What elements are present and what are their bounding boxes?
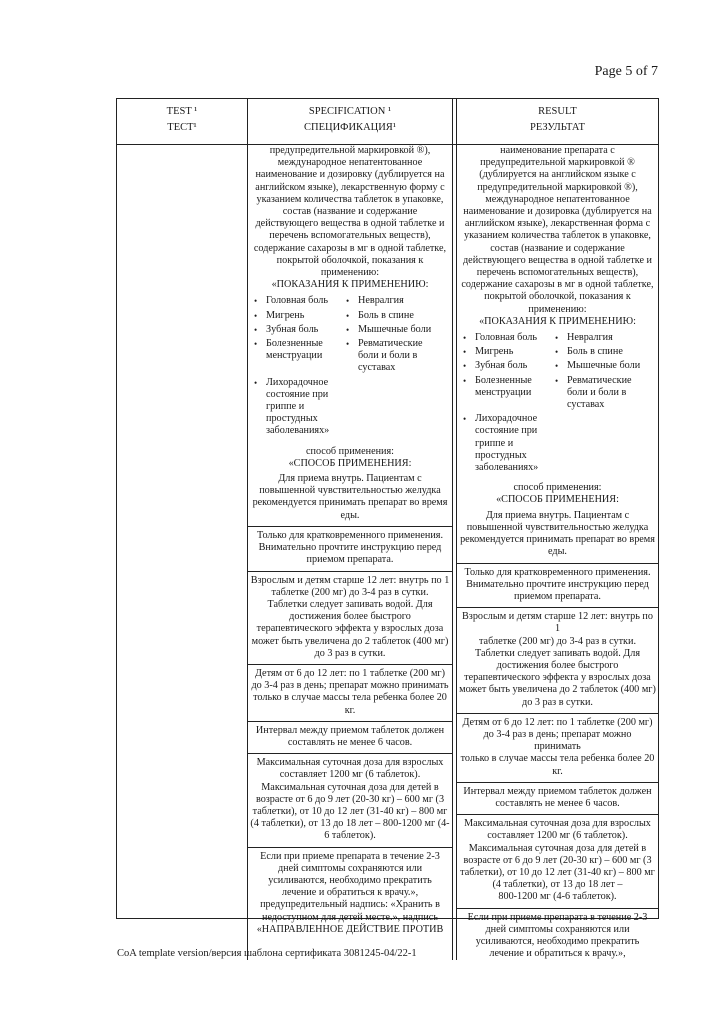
- indication-item: [346, 377, 444, 438]
- intro-line: наименование препарата с: [500, 145, 615, 156]
- bullet-icon: •: [555, 347, 559, 358]
- indication-text: Зубная боль: [475, 360, 528, 372]
- paragraph-line: до 3-4 раз в день; препарат можно принимать: [483, 728, 632, 753]
- bullet-icon: •: [254, 310, 258, 321]
- paragraph-line: повышенной чувствительностью желудка: [259, 485, 441, 497]
- indication-item: [555, 332, 653, 344]
- intro-line: указанием количества таблеток в упаковке,: [256, 193, 444, 205]
- paragraph-separator: [457, 713, 658, 714]
- header-spec-ru: СПЕЦИФИКАЦИЯ¹: [304, 122, 396, 133]
- intro-line: наименование и дозировку (дублируется на: [255, 169, 445, 181]
- paragraph-separator: [457, 782, 658, 783]
- header-result: [457, 99, 658, 144]
- paragraph-line: составлять не менее 6 часов.: [287, 736, 413, 748]
- paragraph-line: терапевтического эффекта у взрослых доза: [256, 623, 444, 635]
- bullet-icon: •: [463, 414, 467, 425]
- intro-line: указанием количества таблеток в упаковке,: [464, 230, 651, 242]
- paragraph-separator: [248, 526, 452, 527]
- bullet-icon: •: [254, 324, 258, 335]
- paragraph-line: недоступном для детей месте.», надпись: [262, 911, 438, 923]
- paragraph-line: Для приема внутрь. Пациентам с: [278, 473, 422, 485]
- header-test: [117, 99, 248, 144]
- intro-line: покрытой оболочкой, показания к: [484, 291, 631, 303]
- paragraph: [459, 717, 656, 778]
- paragraph-separator: [457, 607, 658, 608]
- paragraph: [250, 757, 450, 842]
- paragraph-separator: [248, 753, 452, 754]
- header-test-ru: ТЕСТ¹: [167, 122, 197, 133]
- paragraph-line: Интервал между приемом таблеток должен: [463, 785, 652, 797]
- indication-item: [254, 310, 346, 322]
- indication-item: [463, 346, 555, 358]
- paragraph: [459, 912, 656, 961]
- paragraph-line: кг.: [344, 704, 356, 716]
- indication-text: Мышечные боли: [567, 360, 641, 372]
- indication-text: Ревматические боли и боли в суставах: [358, 338, 423, 374]
- indication-item: [463, 375, 555, 412]
- paragraph-separator: [248, 664, 452, 665]
- paragraph-line: Максимальная суточная доза для взрослых: [256, 757, 444, 769]
- bullet-icon: •: [346, 296, 350, 307]
- paragraph-line: составляет 1200 мг (6 таблеток).: [487, 830, 628, 842]
- bullet-icon: •: [555, 333, 559, 344]
- indications-title: «ПОКАЗАНИЯ К ПРИМЕНЕНИЮ:: [479, 315, 636, 327]
- intro-line: перечень вспомогательных веществ),: [269, 230, 431, 242]
- paragraph-line: достижения более быстрого: [289, 611, 411, 623]
- paragraph-line: Интервал между приемом таблеток должен: [255, 724, 445, 736]
- paragraph-line: повышенной чувствительностью желудка: [466, 521, 649, 533]
- indication-text: Болезненные менструации: [475, 374, 532, 398]
- intro-line: международное непатентованное: [485, 193, 630, 205]
- paragraph-line: лечение и обратиться к врачу.»,: [281, 887, 419, 899]
- paragraph-line: Взрослым и детям старше 12 лет: внутрь по 1: [462, 611, 653, 635]
- indication-item: [346, 338, 444, 375]
- paragraph-line: Детям от 6 до 12 лет: по 1 таблетке (200 мг): [462, 716, 653, 728]
- intro-line: действующего вещества в одной таблетке и: [255, 218, 445, 230]
- paragraph-line: таблетке (200 мг) до 3-4 раз в сутки.: [478, 635, 636, 647]
- paragraph-line: Если при приеме препарата в течение 2-3: [467, 911, 648, 923]
- paragraph-line: Максимальная суточная доза для взрослых: [464, 818, 651, 830]
- indication-text: Невралгия: [567, 332, 613, 344]
- intro-text: [250, 145, 450, 279]
- intro-line: английском языке), лекарственную форму с: [255, 181, 445, 193]
- paragraph-line: приемом препарата.: [306, 554, 394, 566]
- paragraph-line: дней симптомы сохраняются или: [277, 862, 423, 874]
- indication-item: [254, 295, 346, 307]
- intro-line: наименование и дозировка (дублируется на: [463, 206, 652, 218]
- intro-line: предупредительной маркировкой ®),: [477, 181, 638, 193]
- paragraph-line: может быть увеличена до 2 таблеток (400 мг): [251, 635, 449, 647]
- paragraph: [250, 473, 450, 522]
- paragraph-line: достижения более быстрого: [496, 659, 619, 671]
- bullet-icon: •: [346, 310, 350, 321]
- intro-line: состав (название и содержание: [282, 206, 418, 218]
- paragraph-line: Взрослым и детям старше 12 лет: внутрь по 1: [250, 574, 450, 586]
- paragraph-line: Детям от 6 до 12 лет: по 1 таблетке (200 мг): [254, 667, 445, 679]
- specification-cell: [248, 145, 453, 960]
- paragraph-line: 6 таблеток).: [324, 830, 376, 842]
- header-spec: [248, 99, 453, 144]
- paragraph-line: составляет 1200 мг (6 таблеток).: [279, 769, 421, 781]
- paragraph-line: «НАПРАВЛЕННОЕ ДЕЙСТВИЕ ПРОТИВ: [256, 923, 444, 935]
- indication-item: [555, 375, 653, 412]
- paragraph-line: таблетке (200 мг) до 3-4 раз в сутки.: [271, 586, 429, 598]
- paragraph-separator: [457, 563, 658, 564]
- paragraph-line: Только для кратковременного применения.: [256, 529, 444, 541]
- footer-template-version: CoA template version/версия шаблона сертификата 3081245-04/22-1: [117, 948, 417, 959]
- indication-text: Мигрень: [266, 309, 305, 321]
- indication-text: Мигрень: [475, 346, 514, 358]
- indication-text: Болезненные менструации: [266, 338, 323, 362]
- intro-line: содержание сахарозы в мг в одной таблетке,: [253, 242, 447, 254]
- paragraph-line: рекомендуется принимать препарат во время: [252, 497, 448, 509]
- paragraph: [459, 611, 656, 709]
- bullet-icon: •: [346, 339, 350, 350]
- header-spec-en: SPECIFICATION ¹: [308, 106, 392, 117]
- paragraph-separator: [457, 814, 658, 815]
- paragraph-line: предупредительный надпись: «Хранить в: [260, 899, 440, 911]
- intro-line: действующего вещества в одной таблетке и: [462, 254, 653, 266]
- paragraph-line: таблетки), от 10 до 12 лет (31-40 кг) – 800 мг: [460, 866, 655, 878]
- header-result-ru: РЕЗУЛЬТАТ: [530, 122, 585, 133]
- paragraph-line: составлять не менее 6 часов.: [495, 797, 620, 809]
- indication-text: Боль в спине: [567, 346, 623, 358]
- indication-text: Невралгия: [358, 295, 404, 307]
- paragraph-line: кг.: [552, 765, 563, 777]
- paragraph-line: до 3-4 раз в день; препарат можно принимать: [251, 680, 449, 692]
- result-cell: [457, 145, 658, 960]
- intro-line: применению:: [528, 303, 587, 315]
- paragraph: [459, 510, 656, 559]
- paragraph-line: Максимальная суточная доза для детей в: [468, 842, 647, 854]
- indication-item: [555, 413, 653, 474]
- intro-line: состав (название и содержание: [490, 242, 625, 254]
- bullet-icon: •: [463, 375, 467, 386]
- intro-line: международное непатентованное: [277, 157, 423, 169]
- paragraph-line: Если при приеме препарата в течение 2-3: [260, 850, 440, 862]
- indication-item: [254, 324, 346, 336]
- indication-item: [555, 346, 653, 358]
- paragraph-separator: [248, 571, 452, 572]
- method-line: способ применения:: [513, 482, 602, 494]
- indication-text: Лихорадочное состояние при гриппе и простудных заболеваниях»: [266, 376, 330, 437]
- paragraph: [250, 851, 450, 936]
- indication-text: Мышечные боли: [358, 323, 432, 335]
- test-cell: [117, 145, 248, 960]
- bullet-icon: •: [254, 377, 258, 388]
- paragraph-line: только в случае массы тела ребенка более 20: [253, 692, 447, 704]
- paragraph-line: (4 таблетки), от 13 до 18 лет –: [492, 879, 623, 891]
- indication-text: Головная боль: [475, 332, 538, 344]
- intro-line: перечень вспомогательных веществ),: [476, 267, 639, 279]
- paragraph-separator: [248, 847, 452, 848]
- method-line: способ применения:: [305, 445, 395, 457]
- page-number: Page 5 of 7: [594, 64, 658, 79]
- bullet-icon: •: [463, 333, 467, 344]
- indication-item: [346, 324, 444, 336]
- paragraph-line: до 3 раз в сутки.: [522, 696, 593, 708]
- paragraph-line: может быть увеличена до 2 таблеток (400 мг): [459, 684, 656, 696]
- paragraph-line: 800-1200 мг (4-6 таблеток).: [498, 891, 617, 903]
- method-line: «СПОСОБ ПРИМЕНЕНИЯ:: [288, 457, 412, 469]
- header-result-en: RESULT: [538, 106, 577, 117]
- indication-item: [463, 332, 555, 344]
- indication-item: [346, 310, 444, 322]
- paragraph-line: дней симптомы сохраняются или: [485, 923, 630, 935]
- bullet-icon: •: [254, 339, 258, 350]
- intro-line: предупредительной маркировкой ®),: [269, 145, 431, 156]
- bullet-icon: •: [555, 375, 559, 386]
- intro-text: [459, 145, 656, 316]
- indications-title: «ПОКАЗАНИЯ К ПРИМЕНЕНИЮ:: [271, 279, 429, 291]
- table-header-row: [117, 99, 658, 145]
- paragraph-line: Внимательно прочтите инструкцию перед: [258, 542, 442, 554]
- paragraph-line: Для приема внутрь. Пациентам с: [485, 509, 630, 521]
- paragraph: [459, 567, 656, 604]
- paragraph-line: рекомендуется принимать препарат во время: [460, 534, 655, 546]
- bullet-icon: •: [463, 361, 467, 372]
- paragraph: [250, 668, 450, 717]
- indication-text: Ревматические боли и боли в суставах: [567, 374, 632, 411]
- paragraph-line: только в случае массы тела ребенка более 20: [460, 753, 655, 765]
- intro-line: содержание сахарозы в мг в одной таблетке,: [461, 279, 654, 291]
- indication-item: [254, 338, 346, 375]
- bullet-icon: •: [346, 324, 350, 335]
- paragraph-line: (4 таблетки), от 13 до 18 лет – 800-1200 мг (4-: [250, 818, 450, 830]
- indication-text: Зубная боль: [266, 323, 319, 335]
- intro-line: покрытой оболочкой, показания к: [276, 254, 424, 266]
- paragraph-line: терапевтического эффекта у взрослых доза: [464, 672, 651, 684]
- paragraph-line: приемом препарата.: [514, 590, 601, 602]
- paragraph-line: усиливаются, необходимо прекратить: [268, 874, 432, 886]
- paragraph: [250, 575, 450, 660]
- paragraph-line: Максимальная суточная доза для детей в: [261, 781, 439, 793]
- bullet-icon: •: [254, 296, 258, 307]
- paragraph: [250, 725, 450, 749]
- bullet-icon: •: [555, 361, 559, 372]
- paragraph-line: до 3 раз в сутки.: [314, 647, 386, 659]
- paragraph-line: лечение и обратиться к врачу.»,: [489, 948, 626, 960]
- paragraph: [250, 530, 450, 567]
- indication-text: Лихорадочное состояние при гриппе и простудных заболеваниях»: [475, 413, 539, 474]
- paragraph: [459, 818, 656, 903]
- paragraph-line: еды.: [340, 509, 360, 521]
- header-test-en: TEST ¹: [166, 106, 198, 117]
- paragraph-line: Только для кратковременного применения.: [464, 566, 651, 578]
- bullet-icon: •: [463, 347, 467, 358]
- intro-line: применению:: [320, 267, 380, 279]
- indication-item: [463, 413, 555, 474]
- paragraph-line: таблетки), от 10 до 12 лет (31-40 кг) – 800 мг: [252, 805, 448, 817]
- paragraph: [459, 786, 656, 810]
- table-body-row: [117, 145, 658, 960]
- intro-line: английском языке), лекарственная форма с: [464, 218, 651, 230]
- paragraph-line: Таблетки следует запивать водой. Для: [474, 647, 641, 659]
- indication-item: [463, 360, 555, 372]
- paragraph-line: Внимательно прочтите инструкцию перед: [466, 578, 649, 590]
- method-line: «СПОСОБ ПРИМЕНЕНИЯ:: [496, 494, 619, 506]
- indications-list: [463, 332, 656, 476]
- paragraph-line: возрасте от 6 до 9 лет (20-30 кг) – 600 мг (3: [255, 793, 445, 805]
- indication-text: Головная боль: [266, 295, 329, 307]
- indication-item: [555, 360, 653, 372]
- paragraph-separator: [248, 721, 452, 722]
- indication-text: Боль в спине: [358, 309, 414, 321]
- paragraph-line: возрасте от 6 до 9 лет (20-30 кг) – 600 мг (3: [463, 854, 652, 866]
- indication-item: [254, 377, 346, 438]
- paragraph-line: еды.: [548, 546, 567, 558]
- intro-line: предупредительной маркировкой ®: [480, 157, 635, 169]
- indications-list: [254, 295, 450, 439]
- paragraph-separator: [457, 908, 658, 909]
- paragraph-line: Таблетки следует запивать водой. Для: [267, 598, 433, 610]
- indication-item: [346, 295, 444, 307]
- intro-line: (дублируется на английском языке с: [479, 169, 636, 181]
- paragraph-line: усиливаются, необходимо прекратить: [475, 935, 640, 947]
